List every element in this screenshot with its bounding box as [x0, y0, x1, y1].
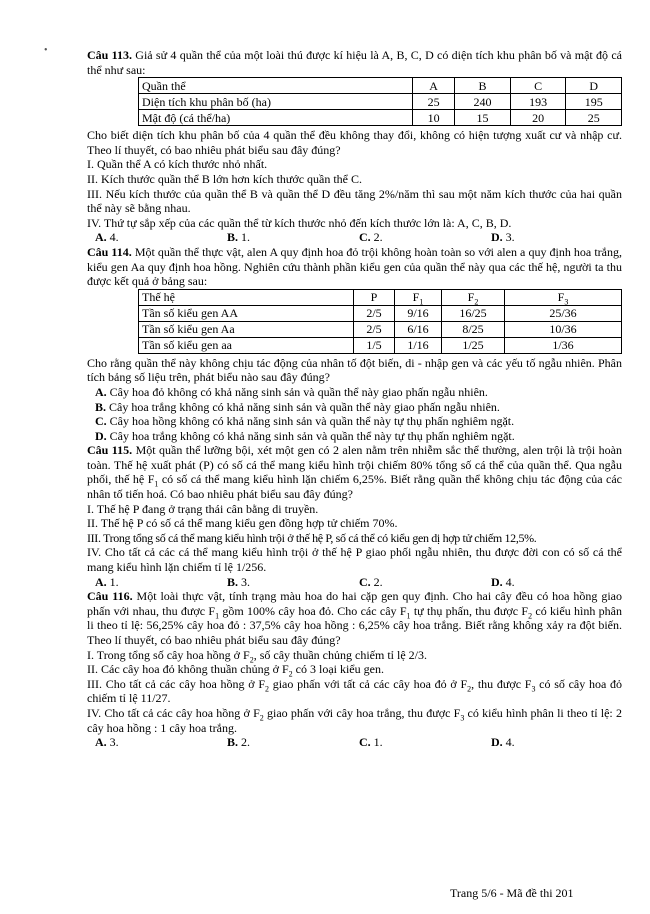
table-cell: 8/25 — [442, 321, 505, 337]
table-cell: 10 — [413, 110, 455, 126]
q113-options — [95, 230, 622, 245]
q114-intro-text: Một quần thể thực vật, alen A quy định hoa đỏ trội không hoàn toàn so với alen a quy định hoa trắng, kiểu gen Aa quy định hoa hồng. Nghiên cứu thành phần kiểu gen của quần thể này qua các thế hệ, người ta thu được kết quả ở bảng sau: — [87, 244, 622, 289]
table-cell: 195 — [566, 94, 622, 110]
table-cell: B — [455, 78, 511, 94]
table-cell: 193 — [510, 94, 566, 110]
q113-option-d[interactable]: D. 3. — [491, 230, 515, 245]
table-cell: 1/36 — [505, 337, 622, 353]
q113-statement: II. Kích thước quần thể B lớn hơn kích thước quần thể C. — [87, 171, 363, 186]
table-cell: 25 — [566, 110, 622, 126]
table-cell: Tần số kiểu gen aa — [139, 337, 354, 353]
q116-option-d[interactable]: D. 4. — [491, 735, 515, 750]
q113-table — [138, 77, 622, 126]
table-cell: Mật độ (cá thể/ha) — [139, 110, 413, 126]
q113-statement: IV. Thứ tự sắp xếp của các quần thể từ kích thước nhỏ đến kích thước lớn là: A, C, B, D. — [87, 215, 512, 230]
q115-statement: IV. Cho tất cả các cá thể mang kiểu hình trội ở thế hệ P giao phối ngẫu nhiên, thu được đời con có số cá thể mang kiểu hình lặn chiếm tỉ lệ 1/256. — [87, 545, 622, 575]
q116-intro-text: Một loài thực vật, tính trạng màu hoa do hai cặp gen quy định. Cho hai cây đều có hoa hồng giao phấn với nhau, thu được $F_1$ gồm 100% cây hoa đỏ. Cho các cây $F_1$ tự thụ phấn, thu được $F_2$ có kiểu hình phân li theo tỉ lệ: 56,25% cây hoa đỏ : 37,5% cây hoa hồng : 6,25% cây hoa trắng. Biết rằng không xảy ra đột biến. Theo lí thuyết, có bao nhiêu phát biểu sau đây đúng? — [87, 589, 623, 647]
table-cell: A — [413, 78, 455, 94]
q115-intro — [87, 443, 622, 501]
table-cell: D — [566, 78, 622, 94]
q113-label: Câu 113. — [87, 48, 132, 62]
table-cell: 9/16 — [395, 305, 442, 321]
q113-intro-text: Giả sử 4 quần thể của một loài thú được kí hiệu là A, B, C, D có diện tích khu phân bố và mật độ cá thể như sau: — [87, 48, 623, 77]
q115-statement: I. Thế hệ P đang ở trạng thái cân bằng di truyền. — [87, 501, 319, 516]
q115-intro-text: Một quần thể lưỡng bội, xét một gen có 2 alen nằm trên nhiễm sắc thể thường, alen trội là trội hoàn toàn. Thế hệ xuất phát (P) có số cá thể mang kiểu hình trội chiếm 80% tổng số cá thể của quần thể. Qua ngẫu phối, thế hệ $F_1$ có số cá thể mang kiểu hình lặn chiếm 6,25%. Biết rằng quần thể không chịu tác động của các nhân tố tiến hoá. Có bao nhiêu phát biểu sau đây đúng? — [87, 443, 622, 502]
table-cell: P — [354, 289, 395, 305]
q116-label: Câu 116. — [87, 589, 133, 604]
q116-option-c[interactable]: C. 1. — [359, 735, 383, 750]
exam-page — [87, 48, 622, 750]
q113-option-c[interactable]: C. 2. — [359, 230, 383, 245]
q115-statement: III. Trong tổng số cá thể mang kiểu hình trội ở thế hệ P, số cá thể có kiểu gen dị hợp tử chiếm 12,5%. — [87, 530, 537, 545]
q114-option-d[interactable]: D. Cây hoa trắng không có khả năng sinh sản và quần thể này tự thụ phấn nghiêm ngặt. — [95, 428, 515, 443]
table-row — [139, 110, 622, 126]
q114-option-a[interactable]: A. Cây hoa đỏ không có khả năng sinh sản và quần thể này giao phấn ngẫu nhiên. — [95, 384, 488, 399]
table-cell: 1/16 — [395, 337, 442, 353]
q116-intro — [87, 589, 622, 647]
scan-mark: • — [44, 45, 48, 56]
table-cell: 10/36 — [505, 321, 622, 337]
q116-option-a[interactable]: A. 3. — [95, 735, 119, 750]
table-row — [139, 337, 622, 353]
q115-statement: II. Thế hệ P có số cá thể mang kiểu gen đồng hợp tử chiếm 70%. — [87, 516, 398, 531]
q115-option-b[interactable]: B. 3. — [227, 574, 251, 589]
table-cell: Diện tích khu phân bố (ha) — [139, 94, 413, 110]
table-row — [139, 94, 622, 110]
q116-options — [95, 735, 622, 750]
q113-option-a[interactable]: A. 4. — [95, 230, 119, 245]
q115-option-c[interactable]: C. 2. — [359, 574, 383, 589]
q116-statement: IV. Cho tất cả các cây hoa hồng ở $F_2$ giao phấn với cây hoa trắng, thu được $F_3$ có kiểu hình phân li theo tỉ lệ: 2 cây hoa hồng : 1 cây hoa trắng. — [87, 705, 622, 735]
q116-statement: II. Các cây hoa đỏ không thuần chủng ở $F_2$ có 3 loại kiểu gen. — [87, 662, 384, 679]
q116-statement: I. Trong tổng số cây hoa hồng ở $F_2$, số cây thuần chủng chiếm tỉ lệ 2/3. — [87, 647, 427, 664]
table-cell: 240 — [455, 94, 511, 110]
q114-option-c[interactable]: C. Cây hoa hồng không có khả năng sinh sản và quần thể này tự thụ phấn nghiêm ngặt. — [95, 414, 515, 429]
q113-statement: I. Quần thể A có kích thước nhỏ nhất. — [87, 157, 268, 172]
page-footer: Trang 5/6 - Mã đề thi 201 — [450, 886, 574, 900]
q115-option-d[interactable]: D. 4. — [491, 574, 515, 589]
q116-option-b[interactable]: B. 2. — [227, 735, 251, 750]
table-row — [139, 289, 622, 305]
q114-question: Cho rằng quần thể này không chịu tác động của nhân tố đột biến, di - nhập gen và các yếu tố ngẫu nhiên. Phân tích bảng số liệu trên, phát biểu nào sau đây đúng? — [87, 355, 622, 385]
table-cell: 1/25 — [442, 337, 505, 353]
q114-intro — [87, 245, 622, 289]
table-cell: 6/16 — [395, 321, 442, 337]
q114-table — [138, 289, 622, 354]
table-row — [139, 78, 622, 94]
table-cell: 15 — [455, 110, 511, 126]
table-cell: 2/5 — [354, 305, 395, 321]
q113-option-b[interactable]: B. 1. — [227, 230, 251, 245]
table-cell: 25/36 — [505, 305, 622, 321]
q113-intro — [87, 48, 622, 77]
table-cell: C — [510, 78, 566, 94]
table-cell: Thế hệ — [139, 289, 354, 305]
table-cell: 1/5 — [354, 337, 395, 353]
q114-option-b[interactable]: B. Cây hoa trắng không có khả năng sinh sản và quần thể này giao phấn ngẫu nhiên. — [95, 399, 500, 414]
q115-label: Câu 115. — [87, 443, 133, 458]
table-row — [139, 305, 622, 321]
table-cell: $F_1$ — [395, 289, 442, 305]
table-row — [139, 321, 622, 337]
q116-statement: III. Cho tất cả các cây hoa hồng ở $F_2$ giao phấn với tất cả các cây hoa đỏ ở $F_2$, thu được $F_3$ có số cây hoa đỏ chiếm tỉ lệ 11/27. — [87, 676, 622, 706]
q113-question: Cho biết diện tích khu phân bố của 4 quần thể đều không thay đổi, không có hiện tượng xuất cư và nhập cư. Theo lí thuyết, có bao nhiêu phát biểu sau đây đúng? — [87, 128, 622, 157]
table-cell: 2/5 — [354, 321, 395, 337]
q115-option-a[interactable]: A. 1. — [95, 574, 119, 589]
q114-label: Câu 114. — [87, 244, 132, 259]
table-cell: $F_3$ — [505, 289, 622, 305]
table-cell: 16/25 — [442, 305, 505, 321]
q115-options — [95, 575, 622, 590]
q113-statement: III. Nếu kích thước của quần thể B và quần thể D đều tăng 2%/năm thì sau một năm kích thước của hai quần thể này sẽ bằng nhau. — [87, 186, 622, 216]
table-cell: 20 — [510, 110, 566, 126]
table-cell: Tần số kiểu gen Aa — [139, 321, 354, 337]
table-cell: Quần thể — [139, 78, 413, 94]
table-cell: Tần số kiểu gen AA — [139, 305, 354, 321]
table-cell: $F_2$ — [442, 289, 505, 305]
table-cell: 25 — [413, 94, 455, 110]
